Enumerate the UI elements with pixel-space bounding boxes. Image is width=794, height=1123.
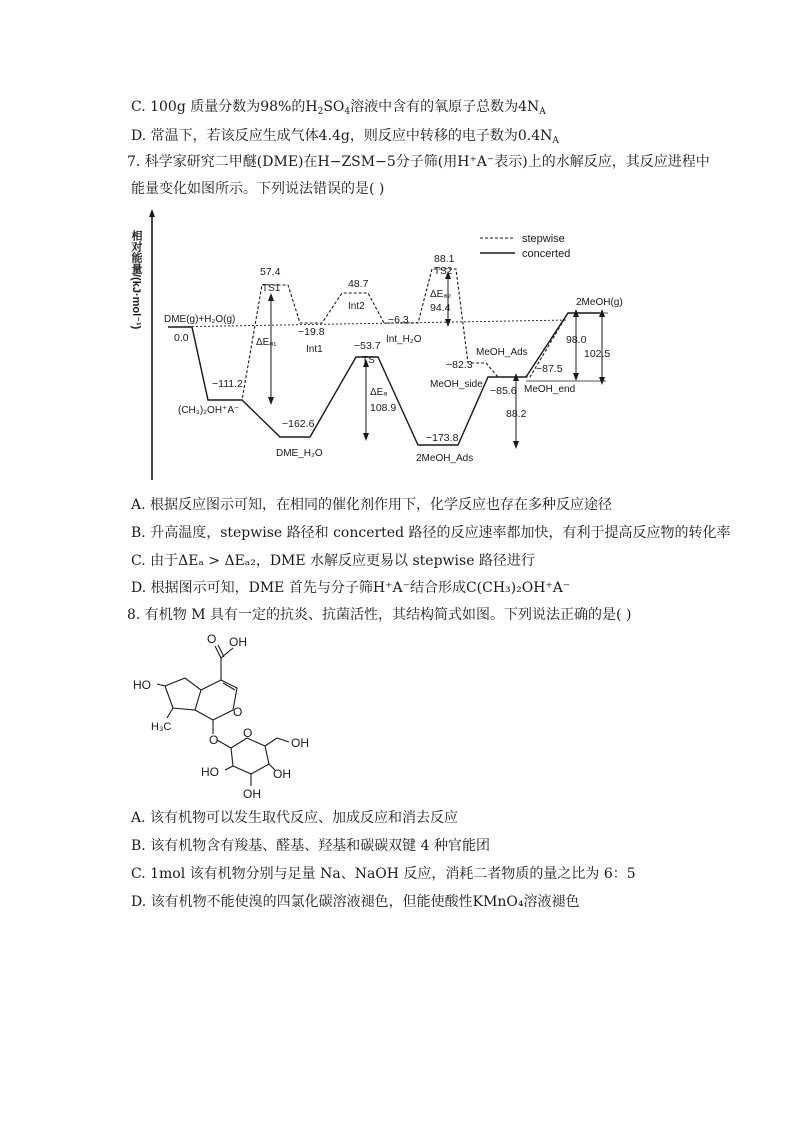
label-int1: Int1	[306, 344, 323, 355]
label-ts2: TS2	[434, 266, 453, 277]
delta-88: 88.2	[506, 408, 527, 420]
label-int2: Int2	[348, 301, 365, 312]
delta-ea: ΔEₐ	[370, 387, 388, 398]
oh-left: HO	[201, 765, 219, 779]
methyl: H₃C	[151, 721, 172, 733]
label-dme-h2o: DME_H₂O	[276, 448, 323, 459]
q8-option-c: C. 1mol 该有机物分别与足量 Na、NaOH 反应，消耗二者物质的量之比为 6：5	[131, 866, 636, 882]
value-int2: 48.7	[348, 278, 369, 290]
value-dme-h2o: −162.6	[282, 418, 315, 430]
q7-option-a: A. 根据反应图示可知，在相同的催化剂作用下，化学反应也存在多种反应途径	[131, 497, 613, 513]
sugar-o: O	[243, 726, 253, 740]
delta-ea2-value: 94.4	[430, 302, 451, 314]
q8-option-b: B. 该有机物含有羧基、醛基、羟基和碳碳双键 4 种官能团	[131, 838, 490, 854]
ring-ho: HO	[133, 678, 151, 692]
q8-option-a: A. 该有机物可以发生取代反应、加成反应和消去反应	[131, 810, 459, 826]
value-ts: −53.7	[354, 340, 381, 352]
glyco-o: O	[209, 733, 219, 747]
ring-o: O	[233, 705, 243, 719]
cooh-oh: OH	[229, 635, 247, 649]
label-meoh-end: MeOH_end	[524, 384, 576, 395]
label-meoh-ads: MeOH_Ads	[476, 347, 528, 358]
ch2oh-oh: OH	[291, 736, 309, 750]
delta-ea2: ΔEₐ₂	[430, 289, 451, 300]
q7-stem-line1: 7. 科学家研究二甲醚(DME)在H−ZSM−5分子筛(用H⁺A⁻表示)上的水解反应，其反应进程中	[127, 154, 710, 170]
cooh-o: O	[207, 632, 217, 646]
value-int1: −19.8	[298, 326, 325, 338]
molecule-structure	[125, 630, 325, 800]
label-adsorbed: (CH₃)₂OH⁺A⁻	[178, 405, 240, 416]
value-meoh-end: −87.5	[536, 363, 563, 375]
prev-option-d: D. 常温下，若该反应生成气体4.4g，则反应中转移的电子数为$0.4N_A$	[131, 128, 559, 146]
delta-ea-value: 108.9	[370, 402, 397, 414]
label-product: 2MeOH(g)	[576, 297, 623, 308]
label-int-h2o: Int_H₂O	[386, 334, 422, 345]
value-meoh-ads2: −173.8	[426, 432, 459, 444]
legend-concerted: concerted	[522, 248, 571, 260]
q7-option-b: B. 升高温度，stepwise 路径和 concerted 路径的反应速率都加快，有利于提高反应物的转化率	[131, 525, 731, 541]
energy-profile-chart	[130, 205, 640, 485]
q8-stem: 8. 有机物 M 具有一定的抗炎、抗菌活性，其结构简式如图。下列说法正确的是( )	[127, 607, 632, 623]
value-meoh-ads: −82.3	[446, 359, 473, 371]
label-start: DME(g)+H₂O(g)	[164, 314, 236, 325]
oh-right: OH	[273, 767, 291, 781]
value-ts1: 57.4	[260, 266, 281, 278]
delta-ea1: ΔEₐ₁	[256, 337, 277, 348]
value-int-h2o: −6.3	[388, 314, 409, 326]
q8-option-d: D. 该有机物不能使溴的四氯化碳溶液褪色，但能使酸性KMnO₄溶液褪色	[131, 894, 580, 910]
label-ts1: TS1	[262, 283, 281, 294]
q7-option-c: C. 由于ΔEₐ > ΔEₐ₂，DME 水解反应更易以 stepwise 路径进行	[131, 553, 535, 569]
q7-stem-line2: 能量变化如图所示。下列说法错误的是( )	[131, 181, 385, 197]
label-meoh-side: MeOH_side	[430, 379, 483, 390]
value-adsorbed: −111.2	[212, 378, 243, 390]
label-meoh-ads2: 2MeOH_Ads	[416, 453, 474, 464]
value-start: 0.0	[174, 332, 189, 344]
prev-option-c: C. 100g 质量分数为98%的$H_2SO_4$溶液中含有的氧原子总数为$4N_A$	[131, 99, 546, 117]
q7-option-d: D. 根据图示可知，DME 首先与分子筛H⁺A⁻结合形成C(CH₃)₂OH⁺A⁻	[131, 580, 571, 596]
legend-stepwise: stepwise	[522, 233, 565, 245]
oh-bottom: OH	[243, 787, 261, 800]
value-ts2: 88.1	[434, 253, 455, 265]
delta-102: 102.5	[584, 348, 611, 360]
label-ts: TS	[362, 355, 375, 366]
delta-98: 98.0	[566, 334, 587, 346]
y-axis-label: 相对能量/(kJ·mol⁻¹)	[130, 230, 142, 330]
value-meoh-side: −85.6	[490, 385, 517, 397]
